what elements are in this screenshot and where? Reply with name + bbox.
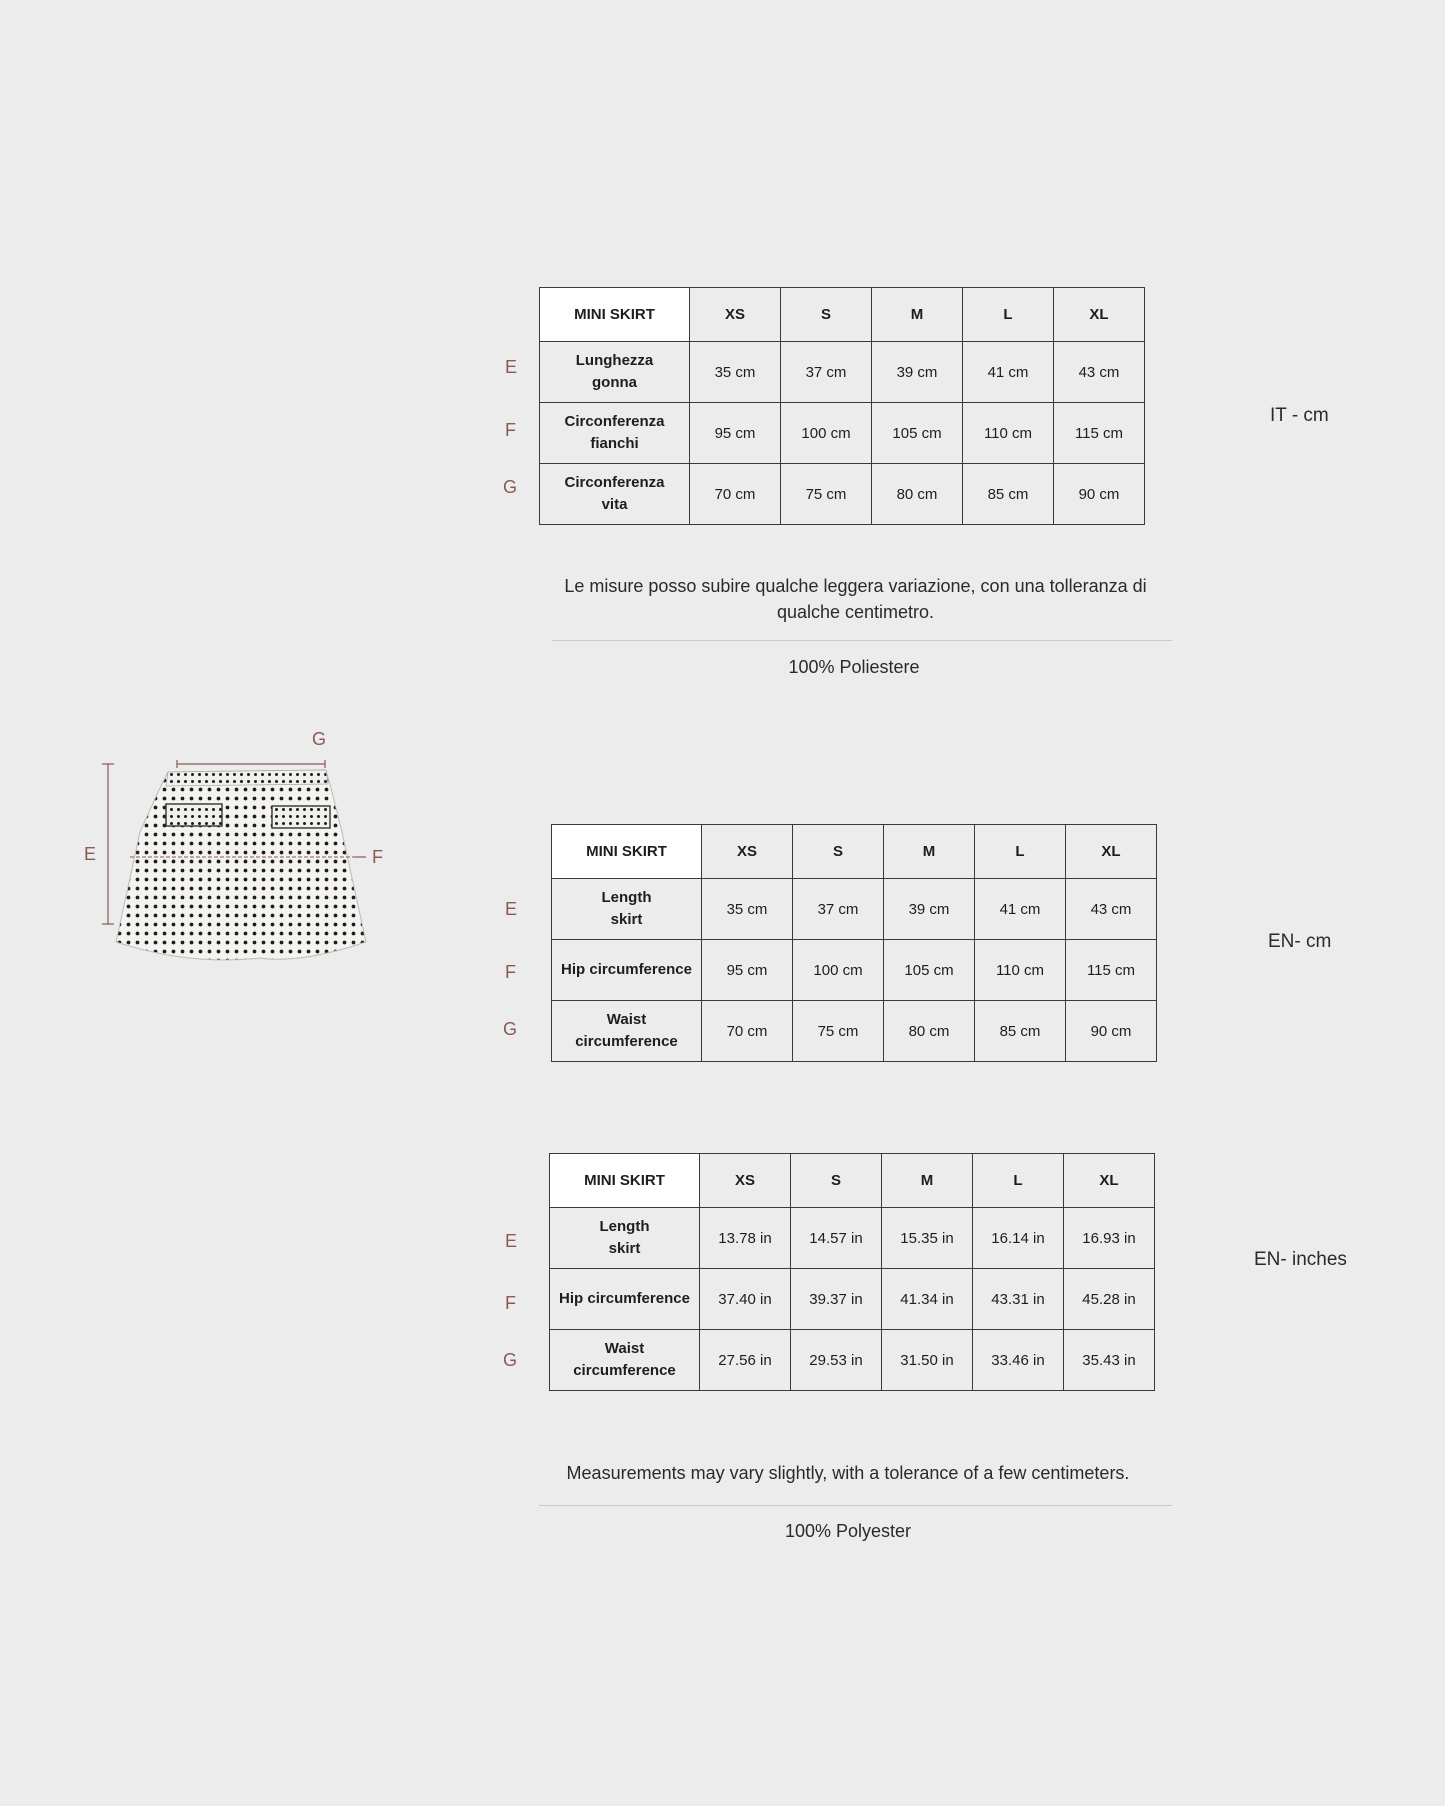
row-label: Waist circumference	[550, 1330, 700, 1391]
header-cell: S	[793, 825, 884, 879]
row-letter-f: F	[505, 962, 516, 982]
header-cell: XL	[1054, 288, 1145, 342]
table-cell: 41.34 in	[882, 1269, 973, 1330]
header-cell: M	[884, 825, 975, 879]
skirt-illustration	[70, 722, 410, 972]
table-cell: 75 cm	[793, 1001, 884, 1062]
table-cell: 39.37 in	[791, 1269, 882, 1330]
skirt-pocket-left	[166, 804, 222, 826]
size-table-en-inches	[549, 1153, 1155, 1391]
skirt-body	[116, 770, 366, 960]
row-label: Waist circumference	[552, 1001, 702, 1062]
table-cell: 100 cm	[793, 940, 884, 1001]
table-cell: 37 cm	[793, 879, 884, 940]
figure-label-e: E	[84, 844, 97, 864]
row-letter-g: G	[503, 477, 518, 497]
header-cell: XS	[690, 288, 781, 342]
row-letter-e: E	[505, 899, 518, 919]
table-cell: 90 cm	[1066, 1001, 1157, 1062]
header-cell: L	[963, 288, 1054, 342]
header-cell: MINI SKIRT	[552, 825, 702, 879]
table-cell: 115 cm	[1066, 940, 1157, 1001]
table-cell: 16.93 in	[1064, 1208, 1155, 1269]
table-cell: 85 cm	[963, 464, 1054, 525]
table-cell: 39 cm	[872, 342, 963, 403]
header-cell: XL	[1066, 825, 1157, 879]
header-cell: S	[781, 288, 872, 342]
table-cell: 37 cm	[781, 342, 872, 403]
table-cell: 100 cm	[781, 403, 872, 464]
table-cell: 70 cm	[702, 1001, 793, 1062]
table-cell: 115 cm	[1054, 403, 1145, 464]
row-letter-g: G	[503, 1019, 518, 1039]
table-cell: 95 cm	[702, 940, 793, 1001]
table-cell: 41 cm	[975, 879, 1066, 940]
material-note-en: 100% Polyester	[784, 1521, 912, 1541]
table-header-row	[540, 288, 1145, 342]
table-cell: 37.40 in	[700, 1269, 791, 1330]
material-note-it: 100% Poliestere	[788, 657, 920, 677]
table-cell: 27.56 in	[700, 1330, 791, 1391]
row-letter-f: F	[505, 420, 516, 440]
unit-label-it-cm: IT - cm	[1270, 405, 1329, 426]
table-cell: 35.43 in	[1064, 1330, 1155, 1391]
row-label: Circonferenza fianchi	[540, 403, 690, 464]
row-label: Lunghezza gonna	[540, 342, 690, 403]
header-cell: MINI SKIRT	[550, 1154, 700, 1208]
table-row	[550, 1208, 1155, 1269]
table-row	[540, 342, 1145, 403]
row-letter-e: E	[505, 1231, 518, 1251]
table-row	[552, 879, 1157, 940]
row-letter-f: F	[505, 1293, 516, 1313]
table-cell: 45.28 in	[1064, 1269, 1155, 1330]
row-label: Hip circumference	[552, 940, 702, 1001]
size-table-en-cm	[551, 824, 1157, 1062]
table-cell: 16.14 in	[973, 1208, 1064, 1269]
table-cell: 110 cm	[975, 940, 1066, 1001]
table-cell: 35 cm	[702, 879, 793, 940]
figure-label-f: F	[372, 847, 383, 867]
table-row	[540, 464, 1145, 525]
table-cell: 95 cm	[690, 403, 781, 464]
table-cell: 33.46 in	[973, 1330, 1064, 1391]
table-cell: 29.53 in	[791, 1330, 882, 1391]
table-cell: 105 cm	[872, 403, 963, 464]
table-row	[550, 1330, 1155, 1391]
table-row	[552, 1001, 1157, 1062]
header-cell: L	[975, 825, 1066, 879]
row-label: Circonferenza vita	[540, 464, 690, 525]
table-cell: 43.31 in	[973, 1269, 1064, 1330]
table-header-row	[552, 825, 1157, 879]
skirt-waistband	[166, 770, 328, 786]
table-header-row	[550, 1154, 1155, 1208]
size-table-it-cm	[539, 287, 1145, 525]
figure-label-g: G	[312, 729, 327, 749]
header-cell: XS	[702, 825, 793, 879]
table-cell: 14.57 in	[791, 1208, 882, 1269]
divider	[539, 1505, 1172, 1506]
row-letter-g: G	[503, 1350, 518, 1370]
table-cell: 35 cm	[690, 342, 781, 403]
table-cell: 41 cm	[963, 342, 1054, 403]
row-letter-e: E	[505, 357, 518, 377]
table-cell: 13.78 in	[700, 1208, 791, 1269]
table-cell: 105 cm	[884, 940, 975, 1001]
table-cell: 70 cm	[690, 464, 781, 525]
skirt-pocket-right	[272, 806, 330, 828]
header-cell: MINI SKIRT	[540, 288, 690, 342]
tolerance-note-en: Measurements may vary slightly, with a tolerance of a few centimeters.	[566, 1463, 1130, 1483]
table-cell: 85 cm	[975, 1001, 1066, 1062]
table-cell: 110 cm	[963, 403, 1054, 464]
unit-label-en-cm: EN- cm	[1268, 931, 1332, 952]
header-cell: M	[872, 288, 963, 342]
header-cell: XS	[700, 1154, 791, 1208]
table-row	[540, 403, 1145, 464]
table-cell: 31.50 in	[882, 1330, 973, 1391]
table-cell: 43 cm	[1054, 342, 1145, 403]
table-cell: 39 cm	[884, 879, 975, 940]
tolerance-note-it: Le misure posso subire qualche leggera variazione, con una tolleranza di qualche centimetro.	[564, 576, 1147, 622]
header-cell: L	[973, 1154, 1064, 1208]
table-cell: 90 cm	[1054, 464, 1145, 525]
table-cell: 80 cm	[884, 1001, 975, 1062]
table-cell: 15.35 in	[882, 1208, 973, 1269]
divider	[552, 640, 1172, 641]
row-label: Hip circumference	[550, 1269, 700, 1330]
table-row	[550, 1269, 1155, 1330]
table-cell: 43 cm	[1066, 879, 1157, 940]
table-cell: 75 cm	[781, 464, 872, 525]
header-cell: M	[882, 1154, 973, 1208]
row-label: Length skirt	[550, 1208, 700, 1269]
table-row	[552, 940, 1157, 1001]
row-label: Length skirt	[552, 879, 702, 940]
header-cell: XL	[1064, 1154, 1155, 1208]
header-cell: S	[791, 1154, 882, 1208]
table-cell: 80 cm	[872, 464, 963, 525]
unit-label-en-inches: EN- inches	[1254, 1249, 1347, 1270]
